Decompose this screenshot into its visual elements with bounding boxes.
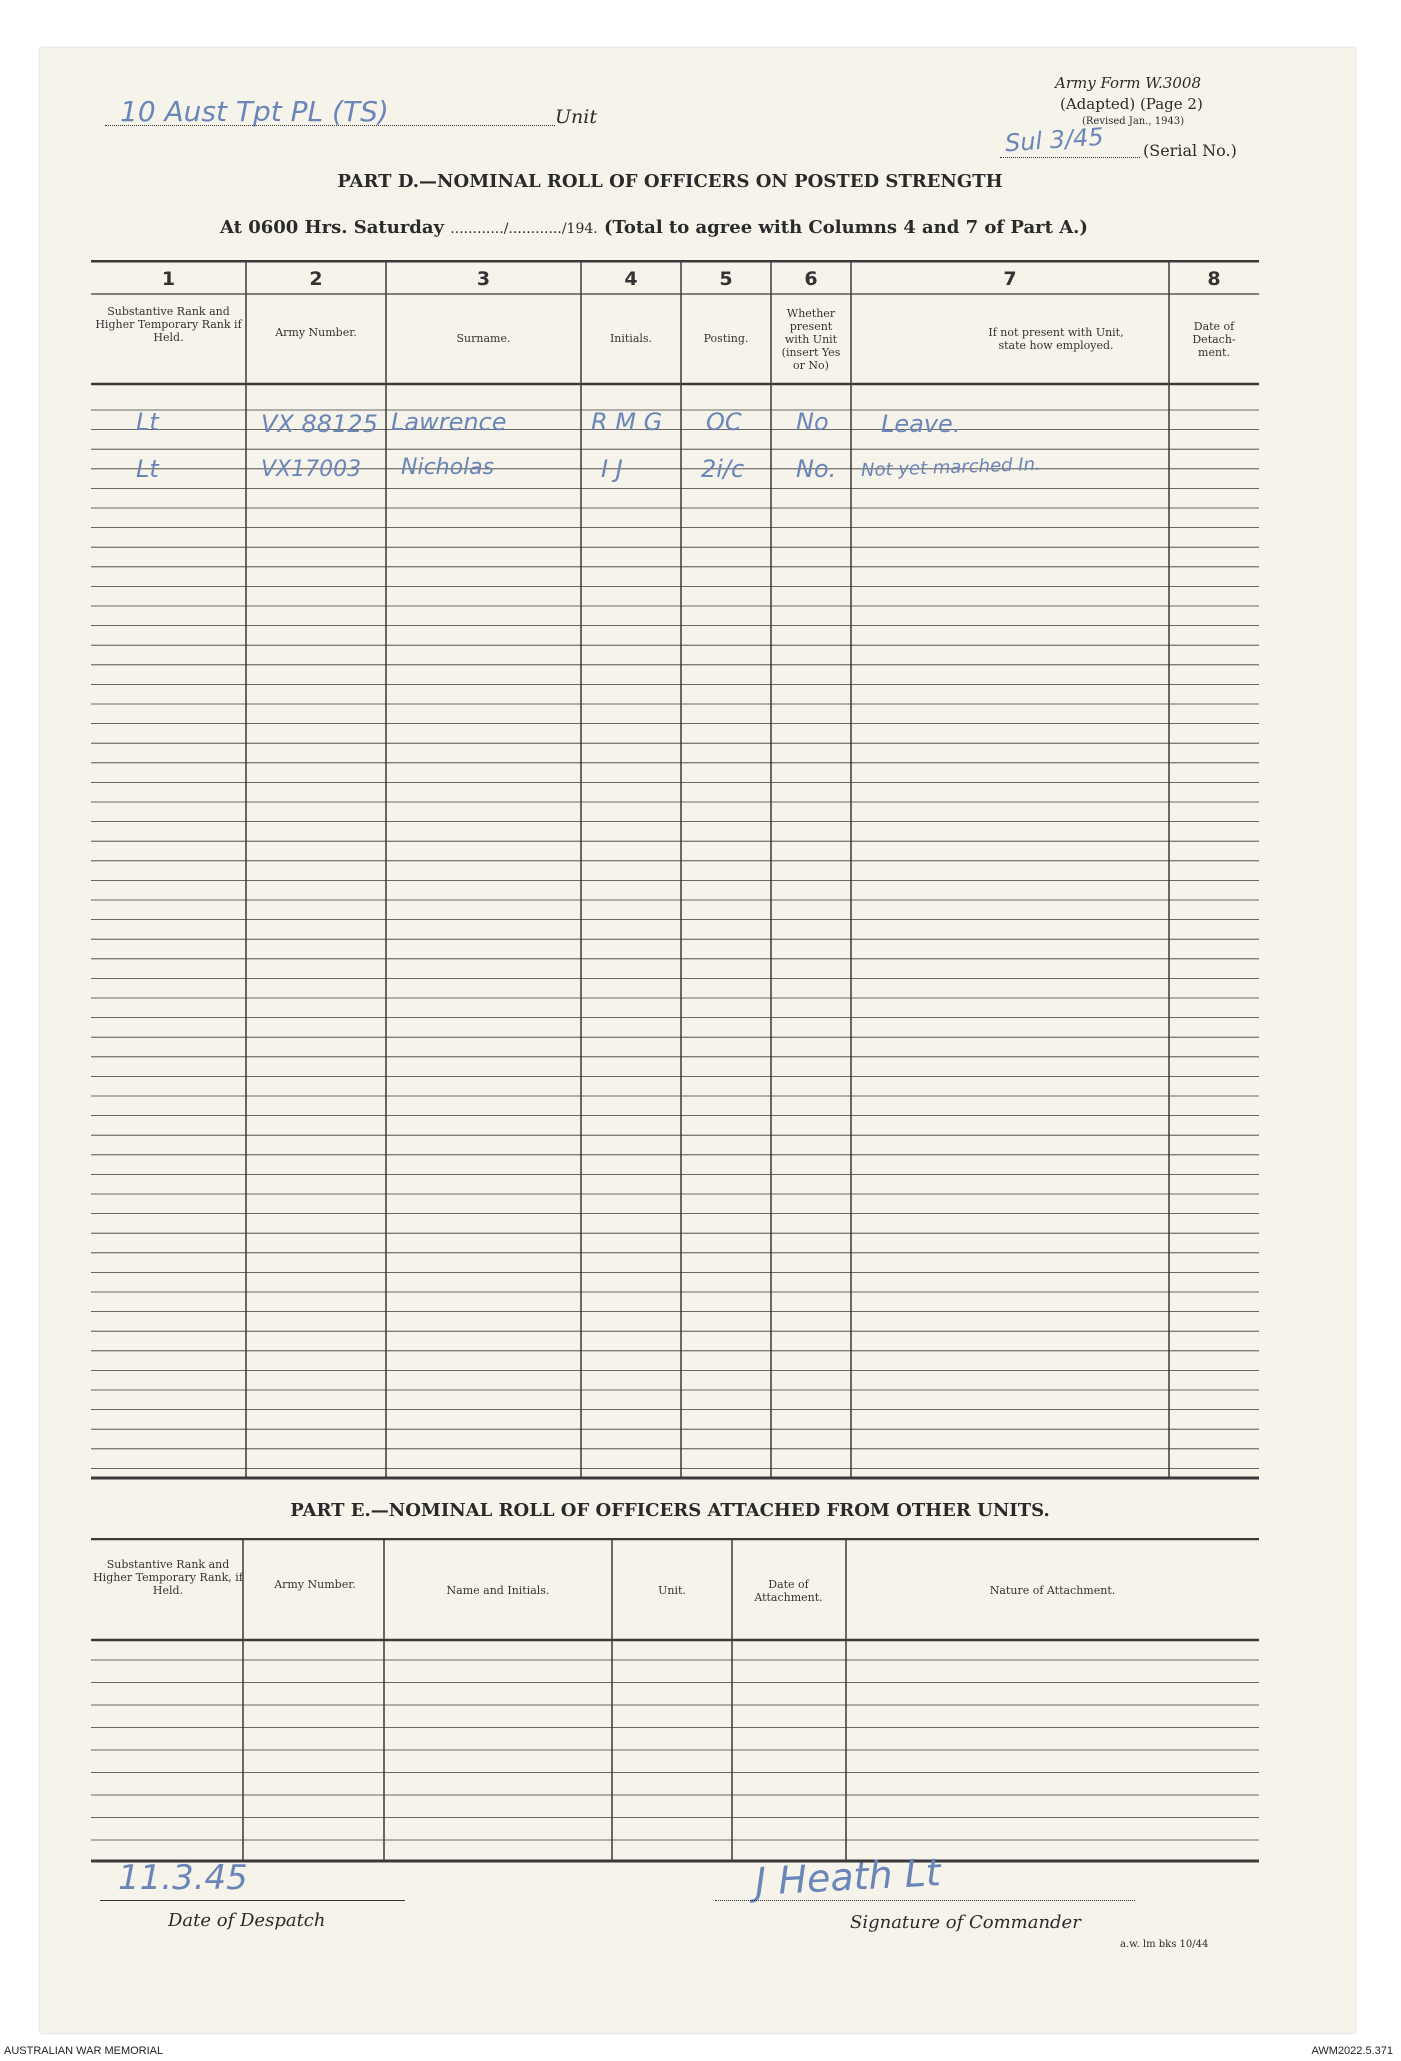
serial-label: (Serial No.) [1143, 141, 1237, 160]
col-number-4: 4 [624, 268, 638, 290]
row1-surname: Lawrence [391, 408, 507, 436]
form-title: Army Form W.3008 [1055, 74, 1201, 92]
row2-employed: Not yet marched In. [860, 453, 1042, 482]
e-header-army-number: Army Number. [274, 1578, 356, 1591]
archive-label-left: AUSTRALIAN WAR MEMORIAL [4, 2045, 164, 2057]
col-number-3: 3 [476, 268, 491, 290]
part-e-table [91, 1538, 1259, 1863]
header-present: Whether present with Unit (insert Yes or No) [781, 307, 841, 372]
header-posting: Posting. [703, 332, 749, 345]
part-d-title: PART D.—NOMINAL ROLL OF OFFICERS ON POSTED STRENGTH [337, 171, 1003, 192]
row1-present: No [796, 408, 829, 436]
form-adapted: (Adapted) (Page 2) [1060, 95, 1203, 113]
part-e-title: PART E.—NOMINAL ROLL OF OFFICERS ATTACHED FROM OTHER UNITS. [290, 1500, 1050, 1521]
despatch-line [100, 1900, 405, 1901]
row2-rank: Lt [136, 455, 159, 483]
part-d-grid [91, 260, 1259, 1480]
signature-line [715, 1900, 1135, 1901]
row1-posting: OC [706, 408, 742, 436]
form-revised: (Revised Jan., 1943) [1082, 116, 1185, 127]
unit-handwritten: 10 Aust Tpt PL (TS) [120, 95, 389, 128]
e-header-unit: Unit. [658, 1584, 686, 1597]
header-army-number: Army Number. [275, 326, 357, 339]
part-d-subtitle [220, 217, 1088, 238]
signature-handwritten: J Heath Lt [753, 1850, 942, 1904]
col-number-2: 2 [309, 268, 323, 290]
header-surname: Surname. [456, 332, 511, 345]
row2-present: No. [796, 455, 837, 483]
col-number-1: 1 [161, 268, 176, 290]
subtitle-time: At 0600 Hrs. Saturday [220, 217, 445, 238]
e-header-date: Date of Attachment. [754, 1578, 823, 1604]
part-d-table [91, 260, 1259, 1480]
header-rank: Substantive Rank and Higher Temporary Rank if Held. [95, 305, 242, 344]
despatch-date-handwritten: 11.3.45 [118, 1858, 248, 1898]
col-number-5: 5 [719, 268, 733, 290]
row2-initials: I J [601, 455, 623, 483]
col-number-8: 8 [1207, 268, 1221, 290]
subtitle-note: (Total to agree with Columns 4 and 7 of Part A.) [604, 217, 1088, 238]
serial-dotted-line [1000, 157, 1140, 158]
row1-employed: Leave. [881, 410, 961, 438]
col-number-6: 6 [804, 268, 818, 290]
signature-label: Signature of Commander [850, 1912, 1081, 1933]
row1-initials: R M G [591, 408, 663, 436]
e-header-rank: Substantive Rank and Higher Temporary Rank, if Held. [93, 1558, 243, 1597]
row2-posting: 2i/c [701, 455, 745, 483]
header-initials: Initials. [609, 332, 653, 345]
unit-label: Unit [555, 106, 597, 128]
col-number-7: 7 [1003, 268, 1017, 290]
row2-army-number: VX17003 [261, 457, 362, 482]
row1-rank: Lt [136, 408, 159, 436]
row2-surname: Nicholas [401, 455, 495, 480]
row1-army-number: VX 88125 [261, 410, 378, 438]
header-employed: If not present with Unit, state how employed. [988, 326, 1124, 352]
despatch-label: Date of Despatch [168, 1910, 326, 1931]
print-code: a.w. lm bks 10/44 [1120, 1939, 1209, 1950]
e-header-nature: Nature of Attachment. [989, 1584, 1116, 1597]
subtitle-date-blank: ............/............/194. [450, 221, 598, 237]
archive-label-right: AWM2022.5.371 [1311, 2045, 1393, 2057]
serial-handwritten: Sul 3/45 [1004, 122, 1105, 158]
unit-dotted-line [105, 125, 555, 126]
e-header-name: Name and Initials. [446, 1584, 550, 1597]
header-date-detach: Date of Detach-ment. [1192, 320, 1236, 359]
